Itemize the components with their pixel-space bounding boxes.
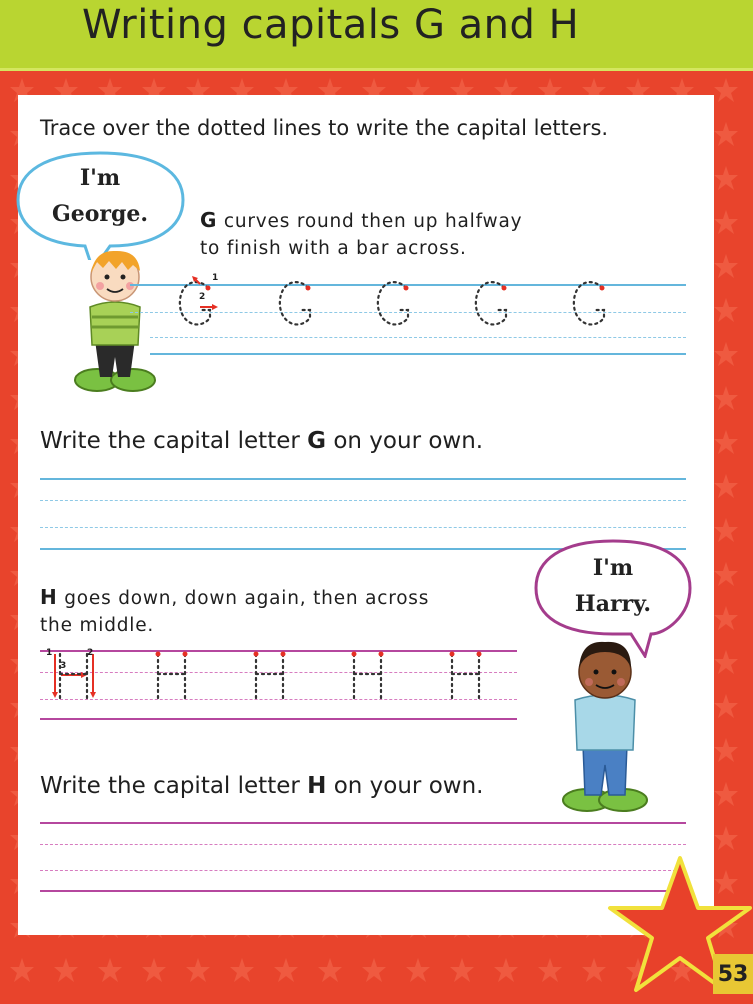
george-bubble-line1: I'm bbox=[79, 165, 121, 191]
g-description-line1: curves round then up halfway bbox=[223, 211, 523, 232]
h-write-top-line[interactable] bbox=[40, 822, 686, 824]
h-own-prefix: Write the capital letter bbox=[40, 773, 300, 799]
trace-instruction: Trace over the dotted lines to write the capital letters. bbox=[40, 116, 609, 140]
g-write-mid-line[interactable] bbox=[40, 500, 686, 501]
g-description bbox=[200, 207, 522, 262]
h-own-instruction bbox=[40, 773, 483, 799]
harry-bubble-line2: Harry. bbox=[574, 591, 652, 617]
g-stroke-number-1: 1 bbox=[212, 273, 219, 283]
george-bubble-line2: George. bbox=[51, 201, 149, 227]
g-tracing-letters bbox=[170, 270, 630, 340]
g-write-base-line[interactable] bbox=[40, 527, 686, 528]
harry-bubble-line1: I'm bbox=[592, 555, 634, 581]
g-own-instruction bbox=[40, 428, 483, 454]
h-stroke-number-1: 1 bbox=[46, 648, 53, 658]
g-description-line2: to finish with a bar across. bbox=[200, 238, 467, 259]
george-speech-bubble bbox=[15, 150, 185, 255]
g-trace-bottom-line bbox=[150, 353, 686, 355]
h-tracing-letters bbox=[50, 650, 490, 702]
h-description-line1: goes down, down again, then across bbox=[64, 588, 430, 609]
g-trace-letter-1 bbox=[180, 282, 210, 324]
g-write-top-line[interactable] bbox=[40, 478, 686, 480]
george-illustration bbox=[70, 245, 160, 400]
h-own-letter: H bbox=[307, 773, 327, 799]
h-stroke-number-3: 3 bbox=[60, 661, 67, 671]
h-stroke-number-2: 2 bbox=[87, 648, 94, 658]
title-banner bbox=[0, 0, 753, 71]
g-own-suffix: on your own. bbox=[333, 428, 484, 454]
h-description-letter: H bbox=[40, 585, 58, 609]
harry-illustration bbox=[555, 630, 655, 820]
h-description bbox=[40, 584, 429, 639]
h-write-mid-line[interactable] bbox=[40, 844, 686, 845]
g-own-letter: G bbox=[307, 428, 327, 454]
h-own-suffix: on your own. bbox=[333, 773, 484, 799]
h-description-line2: the middle. bbox=[40, 615, 155, 636]
page-number: 53 bbox=[713, 954, 753, 994]
h-trace-bottom-line bbox=[40, 718, 517, 720]
g-description-letter: G bbox=[200, 208, 218, 232]
page-title: Writing capitals G and H bbox=[82, 2, 580, 48]
g-stroke-number-2: 2 bbox=[199, 292, 206, 302]
g-own-prefix: Write the capital letter bbox=[40, 428, 300, 454]
